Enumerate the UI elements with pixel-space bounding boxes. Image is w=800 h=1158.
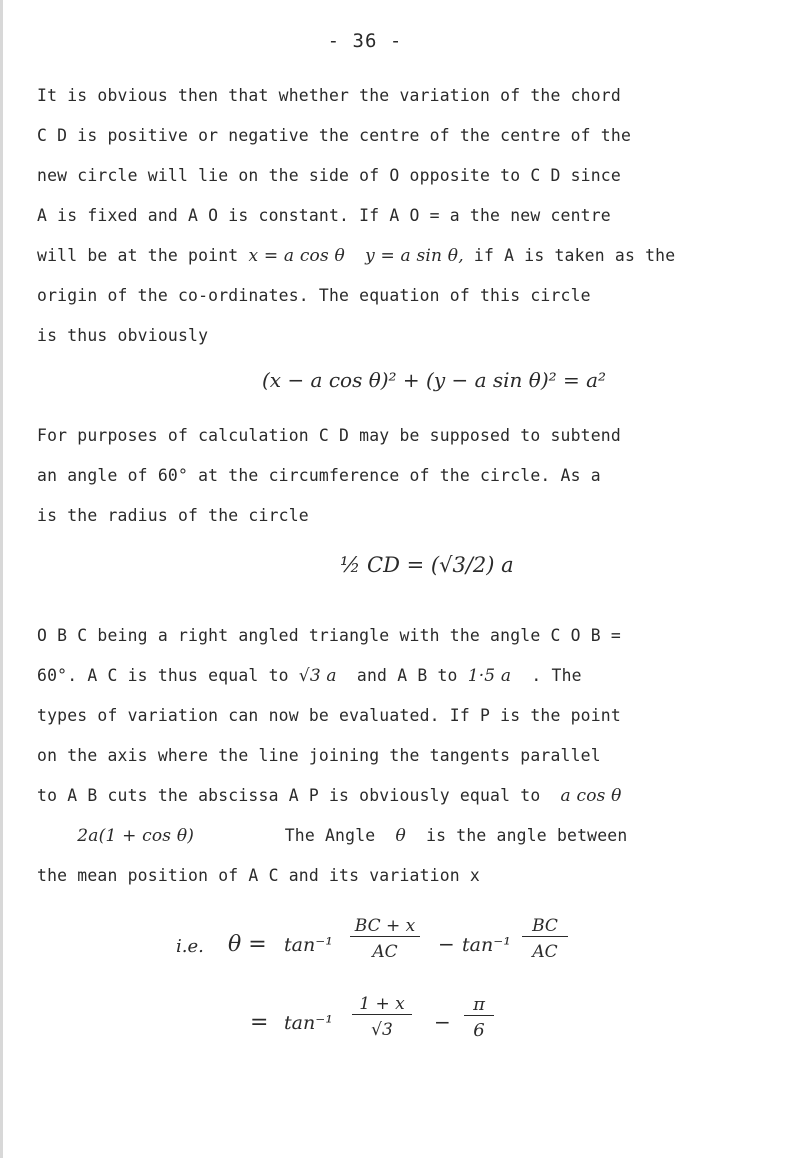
text-line: is the radius of the circle [37, 506, 309, 525]
text-run: and A B to [356, 666, 458, 685]
circle-equation: (x − a cos θ)² + (y − a sin θ)² = a² [262, 368, 607, 392]
handwritten-x-coordinate: x = a cos θ [248, 246, 345, 266]
eq-minus: − [438, 932, 455, 956]
eq-fraction-denominator: √3 [371, 1020, 393, 1040]
text-run: will be at the point [37, 246, 239, 265]
text-line [37, 786, 622, 806]
page-number: - 36 - [327, 30, 403, 52]
text-run: . The [531, 666, 582, 685]
eq-fraction-denominator: 6 [473, 1020, 485, 1041]
text-run: is the angle between [426, 826, 628, 845]
text-line [37, 866, 480, 885]
text-run: The Angle [284, 826, 376, 845]
eq-lhs: θ = [228, 932, 267, 957]
text-line: For purposes of calculation C D may be supposed to subtend [37, 426, 621, 445]
text-line [37, 666, 582, 686]
text-run: 60°. A C is thus equal to [37, 666, 289, 685]
handwritten-theta: θ [395, 826, 406, 846]
text-line: It is obvious then that whether the variation of the chord [37, 86, 621, 105]
chord-equation: ½ CD = (√3/2) a [340, 553, 514, 577]
eq-fraction-denominator: AC [532, 942, 558, 962]
text-line: types of variation can now be evaluated. If P is the point [37, 706, 621, 725]
eq-equals: = [250, 1010, 269, 1035]
text-line [37, 246, 675, 266]
handwritten-y-coordinate: y = a sin θ, [365, 246, 464, 266]
text-line: on the axis where the line joining the tangents parallel [37, 746, 601, 765]
text-line: A is fixed and A O is constant. If A O = a the new centre [37, 206, 611, 225]
text-line: new circle will lie on the side of O opposite to C D since [37, 166, 621, 185]
eq-minus: − [434, 1010, 451, 1034]
eq-lead: i.e. [176, 936, 204, 957]
eq-fraction-numerator: 1 + x [352, 994, 412, 1015]
text-run: if A is taken as the [473, 246, 676, 265]
text-run: the mean position of A C and its variation x [37, 866, 480, 885]
handwritten-ab-length: 1·5 a [467, 666, 512, 686]
eq-fraction-numerator: π [464, 994, 494, 1016]
text-line: C D is positive or negative the centre of the centre of the [37, 126, 632, 145]
eq-fraction-numerator: BC [522, 916, 568, 937]
text-line: an angle of 60° at the circumference of the circle. As a [37, 466, 601, 485]
text-run: to A B cuts the abscissa A P is obviously equal to [37, 786, 541, 805]
handwritten-ac-length: √3 a [298, 666, 337, 686]
eq-arctan: tan⁻¹ [284, 934, 333, 956]
text-line: is thus obviously [37, 326, 209, 345]
page-edge-shadow [0, 0, 3, 1158]
eq-arctan: tan⁻¹ [284, 1012, 333, 1034]
handwritten-ap-expression: 2a(1 + cos θ) [77, 826, 195, 846]
text-line: origin of the co-ordinates. The equation of this circle [37, 286, 591, 305]
eq-fraction-denominator: AC [372, 942, 398, 962]
text-line: O B C being a right angled triangle with the angle C O B = [37, 626, 621, 645]
text-line [37, 826, 627, 846]
eq-arctan: tan⁻¹ [462, 934, 511, 956]
eq-fraction-numerator: BC + x [350, 916, 420, 937]
handwritten-ap-value: a cos θ [560, 786, 622, 806]
